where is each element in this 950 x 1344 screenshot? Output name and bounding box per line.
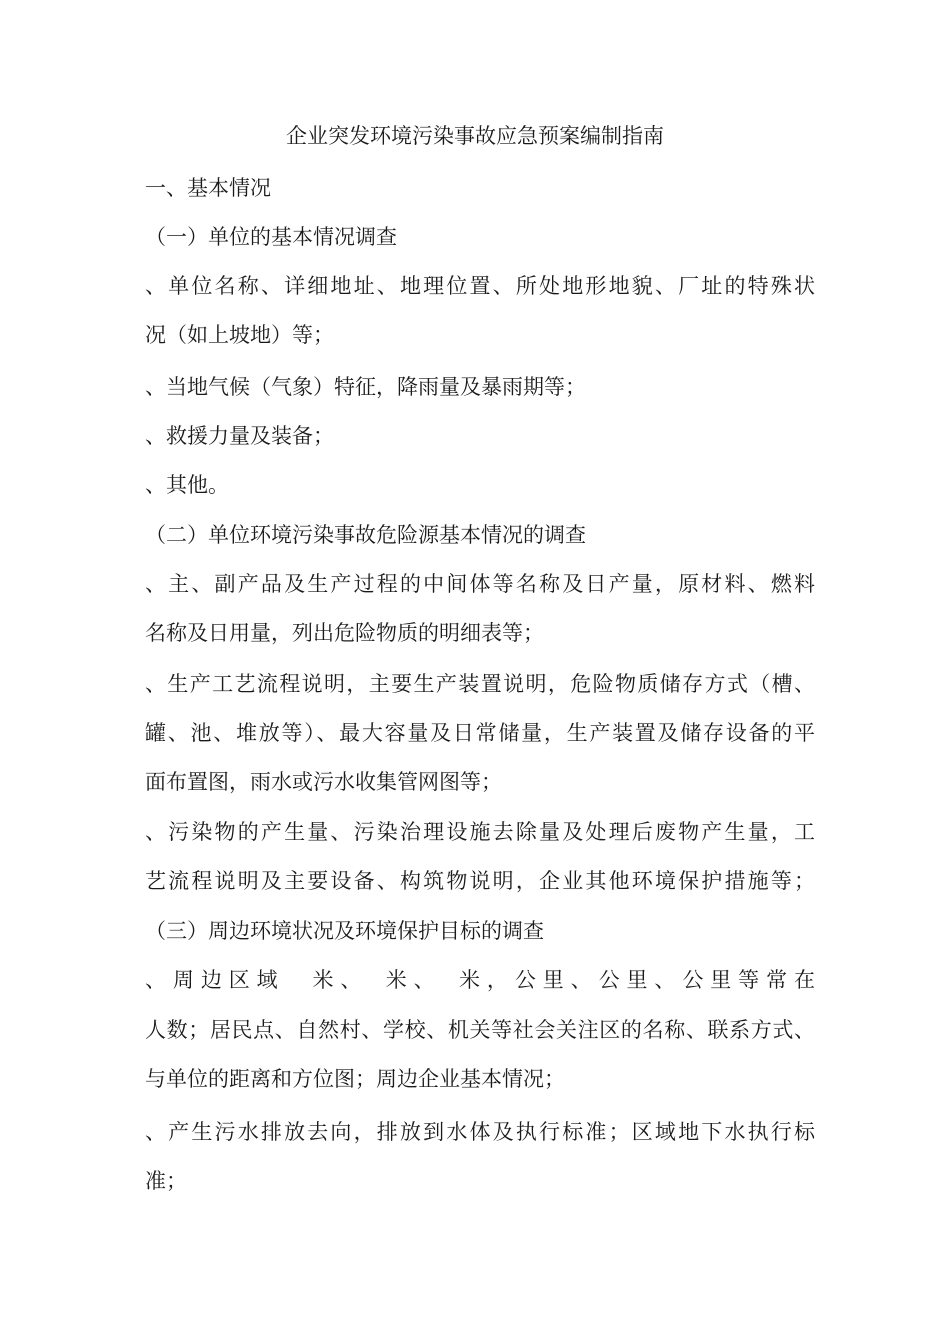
paragraph-line: 、主、副产品及生产过程的中间体等名称及日产量，原材料、燃料 — [145, 572, 815, 596]
subsection-heading-hazard-survey: （二）单位环境污染事故危险源基本情况的调查 — [145, 523, 586, 547]
paragraph-line: 、救援力量及装备； — [145, 424, 334, 448]
subsection-heading-environment-survey: （三）周边环境状况及环境保护目标的调查 — [145, 919, 544, 943]
paragraph-line: 与单位的距离和方位图；周边企业基本情况； — [145, 1067, 565, 1091]
paragraph-line: 准； — [145, 1169, 187, 1193]
subsection-heading-unit-survey: （一）单位的基本情况调查 — [145, 225, 397, 249]
paragraph-line: 、污染物的产生量、污染治理设施去除量及处理后废物产生量，工 — [145, 820, 815, 844]
paragraph-line: 、当地气候（气象）特征，降雨量及暴雨期等； — [145, 375, 586, 399]
paragraph-line: 、产生污水排放去向，排放到水体及执行标准；区域地下水执行标 — [145, 1120, 815, 1144]
paragraph-line: 艺流程说明及主要设备、构筑物说明，企业其他环境保护措施等； — [145, 869, 815, 893]
paragraph-line: 面布置图，雨水或污水收集管网图等； — [145, 770, 502, 794]
paragraph-line: 罐、池、堆放等）、最大容量及日常储量，生产装置及储存设备的平 — [145, 721, 815, 745]
paragraph-line: 名称及日用量，列出危险物质的明细表等； — [145, 621, 544, 645]
paragraph-line: 、周边区域 米、 米、 米，公里、公里、公里等常在 — [145, 968, 815, 992]
paragraph-line: 、其他。 — [145, 473, 229, 497]
document-title: 企业突发环境污染事故应急预案编制指南 — [286, 124, 664, 148]
paragraph-line: 人数；居民点、自然村、学校、机关等社会关注区的名称、联系方式、 — [145, 1018, 815, 1042]
paragraph-line: 、单位名称、详细地址、地理位置、所处地形地貌、厂址的特殊状 — [145, 274, 815, 298]
section-heading-basic-info: 一、基本情况 — [145, 176, 271, 200]
paragraph-line: 况（如上坡地）等； — [145, 323, 334, 347]
paragraph-line: 、生产工艺流程说明，主要生产装置说明，危险物质储存方式（槽、 — [145, 672, 815, 696]
